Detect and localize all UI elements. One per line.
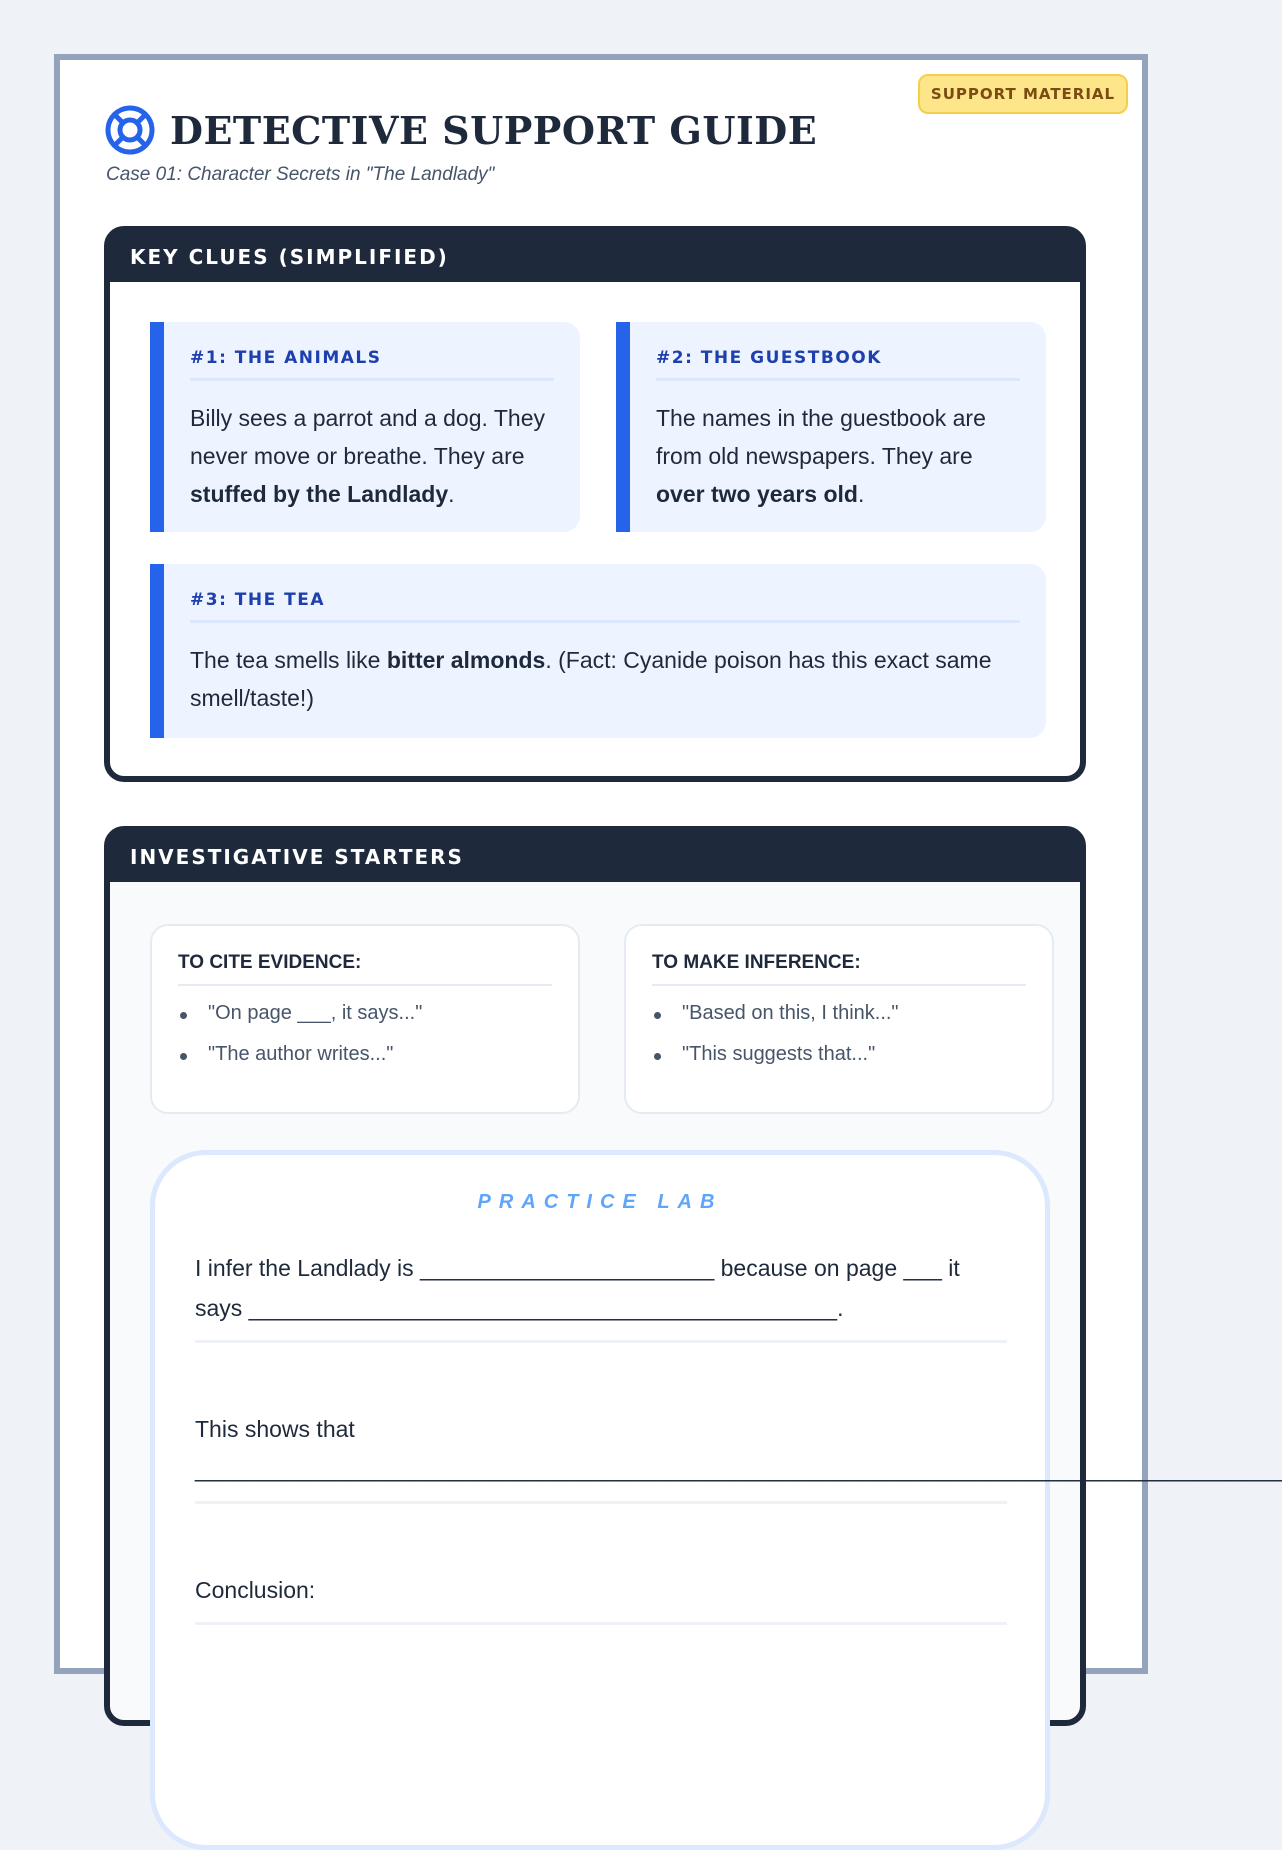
practice-line-shows[interactable]: This shows that _____________________________________________________________________________________ — [195, 1409, 1007, 1504]
starter-title: TO CITE EVIDENCE: — [178, 952, 552, 986]
page-subtitle: Case 01: Character Secrets in "The Landlady" — [106, 164, 495, 185]
list-item: "On page ___, it says..." — [178, 1002, 552, 1025]
clue-text: The names in the guestbook are from old newspapers. They are over two years old. — [656, 405, 986, 507]
list-item: "Based on this, I think..." — [652, 1002, 1026, 1025]
investigative-starters-panel — [104, 826, 1282, 1726]
clue-card — [150, 322, 580, 532]
practice-line-conclusion[interactable]: Conclusion: — [195, 1570, 1007, 1625]
clue-title: #2: THE GUESTBOOK — [656, 348, 1020, 381]
clue-card — [150, 564, 1046, 738]
clue-text: The tea smells like bitter almonds. (Fact: Cyanide poison has this exact same smell/taste!) — [190, 647, 992, 711]
clue-text: Billy sees a parrot and a dog. They never move or breathe. They are stuffed by the Landlady. — [190, 405, 546, 507]
page-title: DETECTIVE SUPPORT GUIDE — [170, 107, 818, 153]
practice-lab — [150, 1150, 1282, 1850]
clue-title: #3: THE TEA — [190, 590, 1020, 623]
list-item: "The author writes..." — [178, 1043, 552, 1066]
make-inference-card — [624, 924, 1054, 1114]
clue-title: #1: THE ANIMALS — [190, 348, 554, 381]
list-item: "This suggests that..." — [652, 1043, 1026, 1066]
starter-list — [178, 1002, 552, 1066]
clue-card — [616, 322, 1046, 532]
support-material-badge: SUPPORT MATERIAL — [918, 74, 1128, 114]
worksheet-page — [54, 54, 1282, 1674]
practice-line-infer[interactable]: I infer the Landlady is _______________________ because on page ___ it says ______________________________________________. — [195, 1248, 1007, 1343]
practice-lab-title: PRACTICE LAB — [477, 1191, 723, 1213]
key-clues-heading: KEY CLUES (SIMPLIFIED) — [110, 232, 1080, 282]
starter-list — [652, 1002, 1026, 1066]
starters-heading: INVESTIGATIVE STARTERS — [110, 832, 1080, 882]
starter-title: TO MAKE INFERENCE: — [652, 952, 1026, 986]
title-row — [104, 104, 817, 156]
lifebuoy-icon — [104, 104, 156, 156]
cite-evidence-card — [150, 924, 580, 1114]
key-clues-panel — [104, 226, 1086, 782]
